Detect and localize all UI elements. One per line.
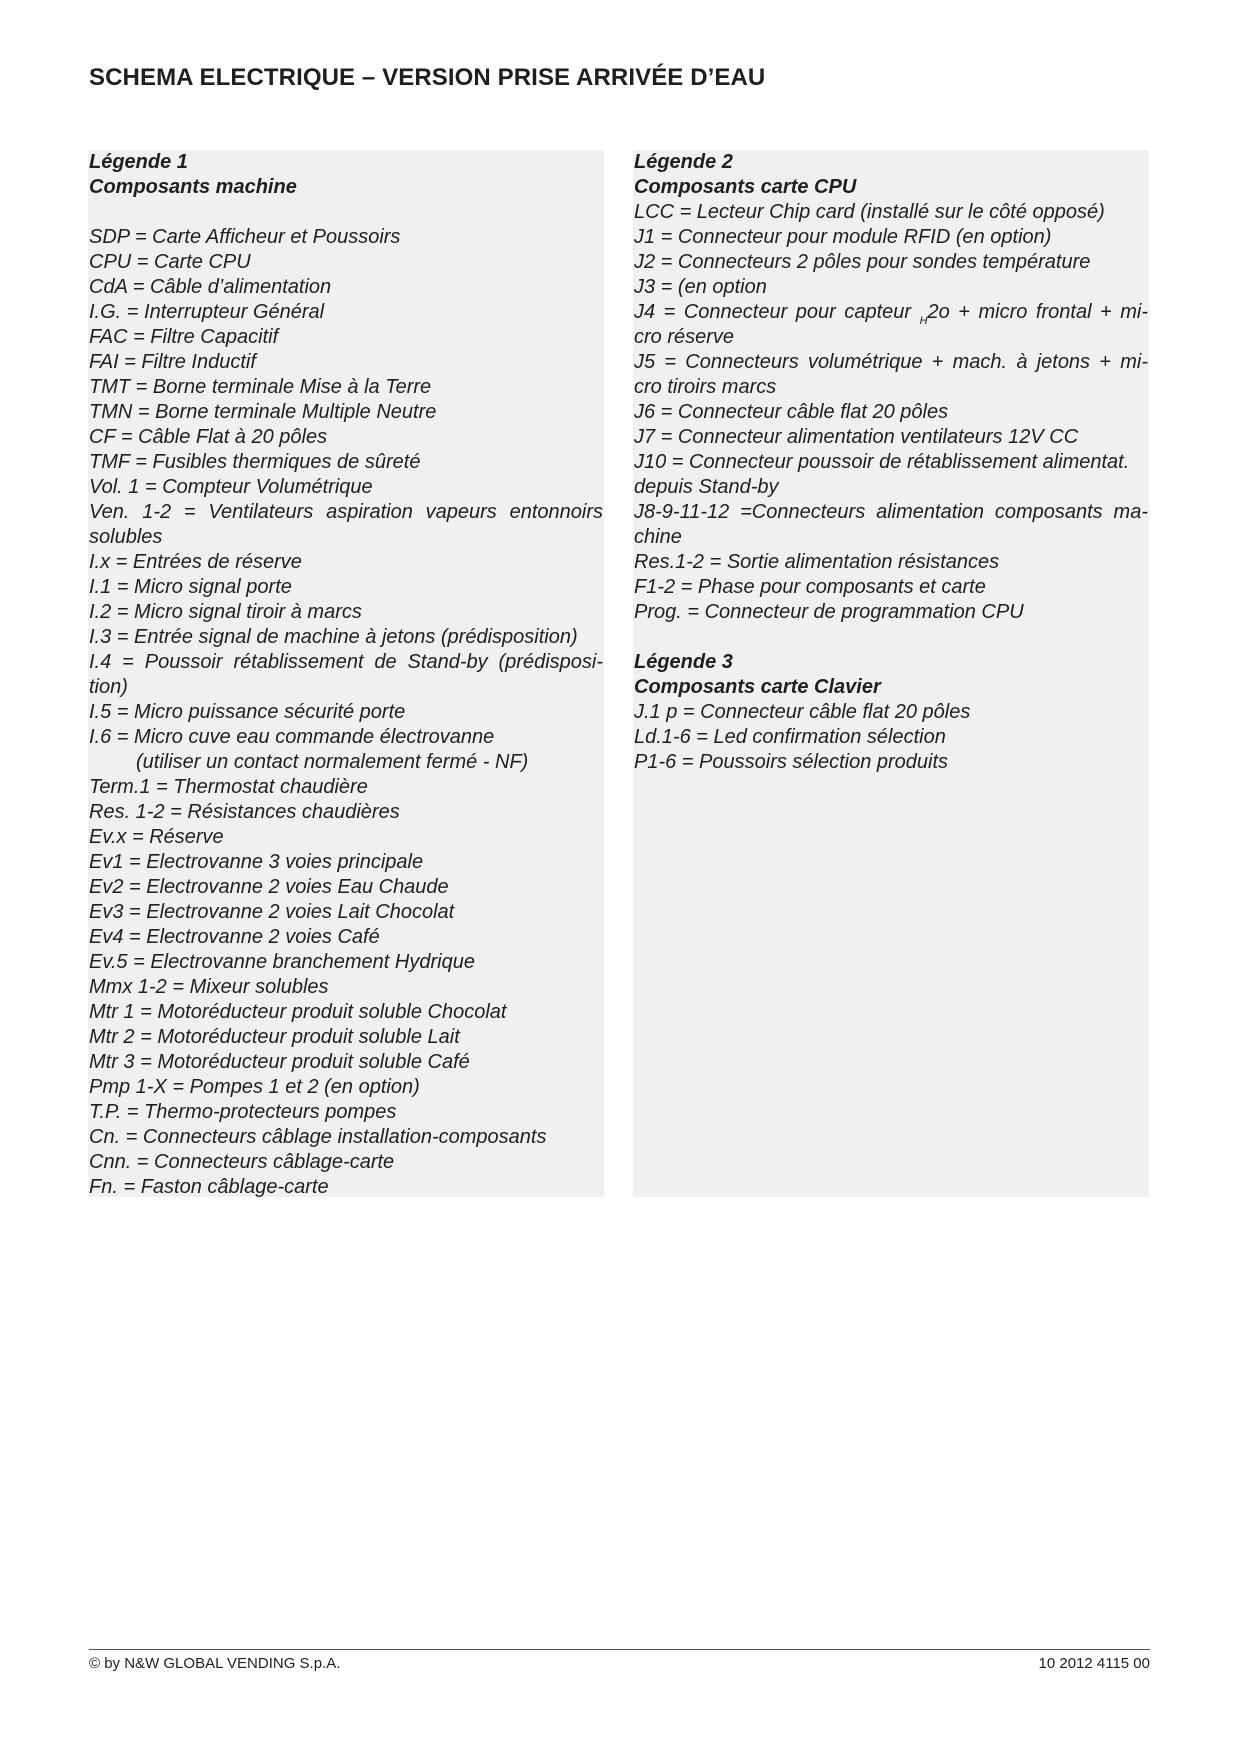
legend-3-heading: Légende 3 [634,651,733,673]
legend-2-heading: Légende 2 [634,151,733,173]
legend-item: Fn. = Faston câblage-carte [89,1176,329,1198]
legend-item: TMN = Borne terminale Multiple Neutre [89,401,437,423]
legend-item: Ev2 = Electrovanne 2 voies Eau Chaude [89,876,449,898]
legend-item: LCC = Lecteur Chip card (installé sur le côté opposé) [634,201,1105,223]
legend-item: J.1 p = Connecteur câble flat 20 pôles [634,701,971,723]
legend-item: I.5 = Micro puissance sécurité porte [89,701,406,723]
legend-item: Cnn. = Connecteurs câblage-carte [89,1151,395,1173]
legend-item: Ev.5 = Electrovanne branchement Hydrique [89,951,475,973]
legend-item: Mmx 1-2 = Mixeur solubles [89,976,329,998]
legend-item: Ld.1-6 = Led confirmation sélection [634,726,946,748]
legend-item: J1 = Connecteur pour module RFID (en option) [634,226,1052,248]
legend-item: I.6 = Micro cuve eau commande électrovanne [89,726,495,748]
legend-item-continued: cro tiroirs marcs [634,376,777,398]
legend-2-3-panel [633,150,1149,1197]
legend-item-continued: solubles [89,526,163,548]
legend-3-subheading: Composants carte Clavier [634,676,881,698]
legend-item: J3 = (en option [634,276,767,298]
legend-item: I.1 = Micro signal porte [89,576,292,598]
legend-item: Res.1-2 = Sortie alimentation résistances [634,551,1000,573]
legend-item-part: J4 = Connecteur pour capteur [634,301,920,323]
legend-item: TMF = Fusibles thermiques de sûreté [89,451,421,473]
legend-item: Res. 1-2 = Résistances chaudières [89,801,400,823]
legend-item: Ev1 = Electrovanne 3 voies principale [89,851,424,873]
legend-item: Ev3 = Electrovanne 2 voies Lait Chocolat [89,901,455,923]
legend-item: TMT = Borne terminale Mise à la Terre [89,376,432,398]
legend-1-panel [88,150,604,1197]
legend-item-note: (utiliser un contact normalement fermé - NF) [136,751,529,773]
legend-item: Pmp 1-X = Pompes 1 et 2 (en option) [89,1076,420,1098]
legend-item: P1-6 = Poussoirs sélection produits [634,751,949,773]
legend-item-part: 2o + micro frontal + mi- [927,301,1148,323]
legend-item: Mtr 2 = Motoréducteur produit soluble Lait [89,1026,460,1048]
legend-item: T.P. = Thermo-protecteurs pompes [89,1101,397,1123]
legend-item: Term.1 = Thermostat chaudière [89,776,368,798]
legend-item-continued: depuis Stand-by [634,476,779,498]
legend-item: I.G. = Interrupteur Général [89,301,325,323]
legend-item: CdA = Câble d’alimentation [89,276,332,298]
legend-item: J7 = Connecteur alimentation ventilateurs 12V CC [634,426,1079,448]
legend-item: I.2 = Micro signal tiroir à marcs [89,601,362,623]
subscript-h: H [919,315,928,327]
legend-item: FAI = Filtre Inductif [89,351,256,373]
legend-1-subheading: Composants machine [89,176,297,198]
legend-item: CF = Câble Flat à 20 pôles [89,426,328,448]
legend-item: J2 = Connecteurs 2 pôles pour sondes température [634,251,1091,273]
legend-item-continued: tion) [89,676,128,698]
legend-item: I.4 = Poussoir rétablissement de Stand-by (prédisposi- [89,651,603,673]
legend-item: Ven. 1-2 = Ventilateurs aspiration vapeurs entonnoirs [89,501,603,523]
legend-item: J5 = Connecteurs volumétrique + mach. à jetons + mi- [634,351,1148,373]
footer-divider [89,1649,1150,1650]
legend-item: CPU = Carte CPU [89,251,251,273]
legend-item-continued: chine [634,526,682,548]
page-title: SCHEMA ELECTRIQUE – VERSION PRISE ARRIVÉE D’EAU [89,64,766,91]
legend-2-subheading: Composants carte CPU [634,176,857,198]
legend-item: SDP = Carte Afficheur et Poussoirs [89,226,401,248]
legend-item: I.x = Entrées de réserve [89,551,302,573]
legend-item-continued: cro réserve [634,326,735,348]
legend-item: FAC = Filtre Capacitif [89,326,279,348]
spacer [634,625,1148,650]
legend-item: Cn. = Connecteurs câblage installation-composants [89,1126,547,1148]
legend-item: I.3 = Entrée signal de machine à jetons (prédisposition) [89,626,578,648]
legend-1-heading: Légende 1 [89,151,188,173]
legend-item: Prog. = Connecteur de programmation CPU [634,601,1024,623]
legend-item: Vol. 1 = Compteur Volumétrique [89,476,373,498]
legend-item: Mtr 1 = Motoréducteur produit soluble Chocolat [89,1001,507,1023]
legend-item: Ev4 = Electrovanne 2 voies Café [89,926,380,948]
legend-item: J8-9-11-12 =Connecteurs alimentation composants ma- [634,501,1148,523]
legend-item: Mtr 3 = Motoréducteur produit soluble Café [89,1051,470,1073]
legend-item: J10 = Connecteur poussoir de rétablissement alimentat. [634,451,1130,473]
legend-item: J6 = Connecteur câble flat 20 pôles [634,401,949,423]
legend-item [634,300,1148,325]
legend-item: Ev.x = Réserve [89,826,224,848]
footer-copyright: © by N&W GLOBAL VENDING S.p.A. [89,1655,341,1672]
spacer [89,200,603,225]
footer-document-number: 10 2012 4115 00 [1038,1655,1150,1672]
legend-item: F1-2 = Phase pour composants et carte [634,576,986,598]
